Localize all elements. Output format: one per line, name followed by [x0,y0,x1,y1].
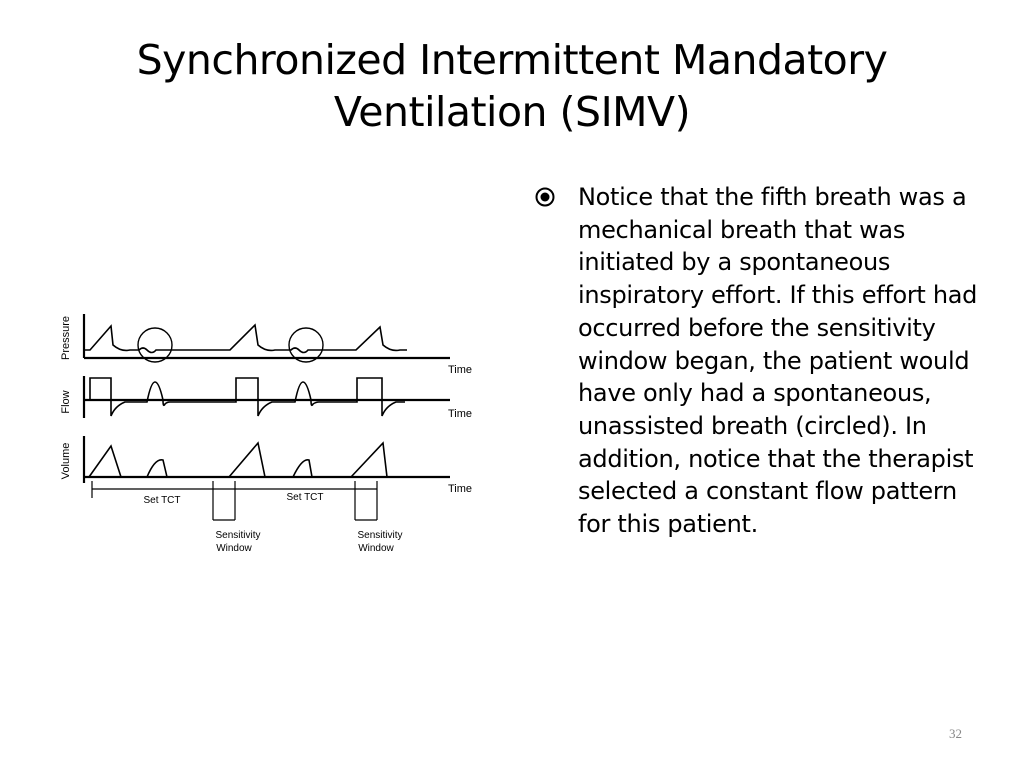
sensitivity-window-1-line2: Window [216,543,252,554]
volume-axis-label: Volume [60,442,72,480]
flow-waveform [84,378,405,416]
pressure-axis-label: Pressure [60,315,72,361]
circled-spontaneous-breath-2 [289,328,323,362]
pressure-panel [84,314,450,362]
set-tct-markers [92,481,377,520]
title-line-2: Ventilation (SIMV) [333,88,691,136]
sensitivity-window-2-line2: Window [358,543,394,554]
simv-waveform-diagram [55,308,485,563]
flow-panel [84,376,450,418]
slide-number: 32 [949,726,962,741]
volume-panel [84,436,450,483]
sensitivity-window-1-line1: Sensitivity [215,530,261,541]
time-label-flow: Time [448,408,473,420]
slide-title [40,34,984,138]
flow-axis-label: Flow [60,390,72,414]
pressure-waveform [84,325,407,353]
radio-bullet-icon [534,186,556,208]
title-line-1: Synchronized Intermittent Mandatory [136,36,888,84]
bullet-text: Notice that the fifth breath was a mechanical breath that was initiated by a spontaneous inspiratory effort. If this effort had occurred before the sensitivity window began, the patient would have only had a spontaneous, unassisted breath (circled). In addition, notice that the therapist selected a constant flow pattern for this patient. [578,183,978,539]
time-label-pressure: Time [448,364,473,376]
circled-spontaneous-breath-1 [138,328,172,362]
set-tct-label-2: Set TCT [286,492,324,503]
sensitivity-window-2-line1: Sensitivity [357,530,403,541]
set-tct-label-1: Set TCT [143,495,181,506]
volume-waveform [89,443,387,477]
time-label-volume: Time [448,483,473,495]
